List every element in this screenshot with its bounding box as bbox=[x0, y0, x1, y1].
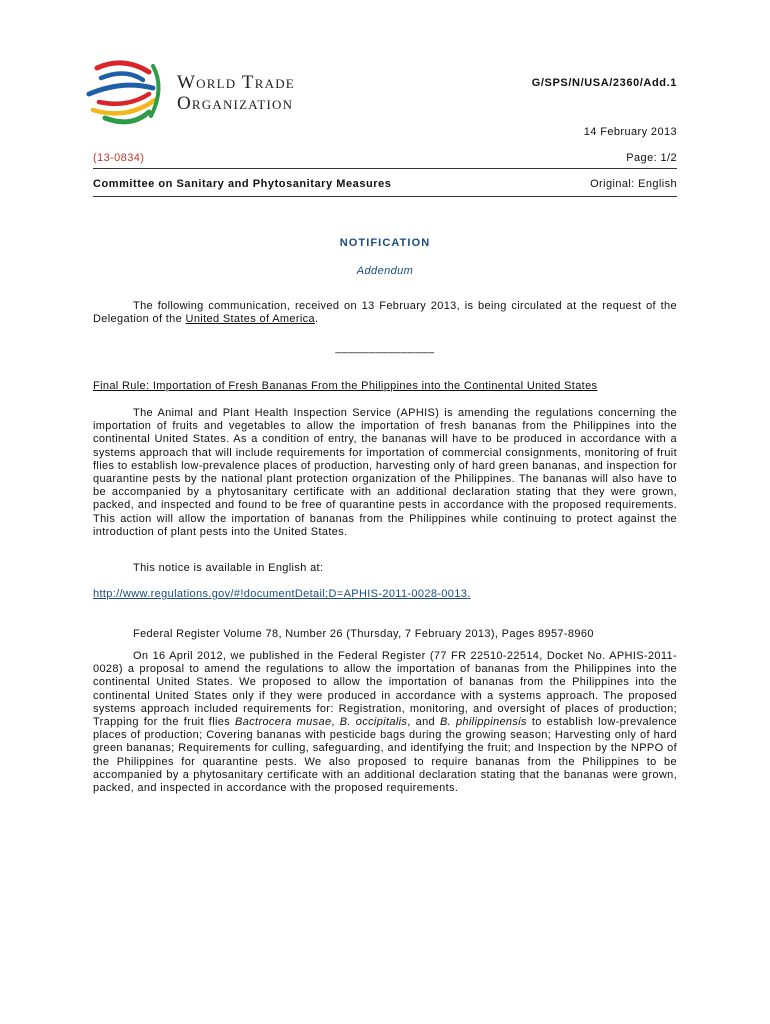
species-sep-1: , bbox=[331, 716, 340, 729]
body-2-part-2: to establish low-prevalence places of production; Covering bananas with pesticide bags during the growing season; Harvesting only of hard green bananas; Requirements for culling, safeguarding, and identifying the fruit; and Inspection by the NPPO of the Philippines for quarantine pests. We also proposed to require bananas from the Philippines to be accompanied by a phytosanitary certificate with an additional declaration stating that the bananas were grown, packed, and inspected in accordance with the proposed requirements. bbox=[93, 716, 677, 795]
federal-register-citation: Federal Register Volume 78, Number 26 (Thursday, 7 February 2013), Pages 8957-8960 bbox=[133, 628, 594, 640]
wto-logo-icon bbox=[83, 58, 173, 130]
separator-line: _______________ bbox=[335, 342, 435, 354]
notification-title: NOTIFICATION bbox=[339, 237, 431, 249]
regulations-link-line[interactable] bbox=[93, 588, 471, 600]
original-language: Original: English bbox=[590, 178, 677, 190]
header-divider-top bbox=[93, 168, 677, 169]
final-rule-title: Final Rule: Importation of Fresh Bananas From the Philippines into the Continental United States bbox=[93, 380, 598, 392]
organization-name bbox=[177, 72, 295, 114]
species-sep-2: , and bbox=[407, 716, 440, 729]
species-1: Bactrocera musae bbox=[235, 716, 332, 729]
reference-number: (13-0834) bbox=[93, 152, 145, 164]
document-date: 14 February 2013 bbox=[583, 126, 677, 138]
header-divider-bottom bbox=[93, 196, 677, 197]
intro-end: . bbox=[315, 313, 319, 326]
document-symbol: G/SPS/N/USA/2360/Add.1 bbox=[531, 77, 677, 89]
body-paragraph-2 bbox=[93, 650, 677, 795]
committee-name: Committee on Sanitary and Phytosanitary Measures bbox=[93, 178, 392, 190]
availability-text: This notice is available in English at: bbox=[133, 562, 324, 574]
intro-paragraph bbox=[93, 300, 677, 326]
intro-country: United States of America bbox=[185, 313, 315, 326]
intro-text: The following communication, received on 13 February 2013, is being circulated at the request of the Delegation of the bbox=[93, 300, 677, 326]
body-paragraph-1: The Animal and Plant Health Inspection Service (APHIS) is amending the regulations concerning the importation of fruits and vegetables to allow the importation of fresh bananas from the Philippines into the continental United States. As a condition of entry, the bananas will have to be produced in accordance with a systems approach that will include requirements for importation of commercial consignments, monitoring of fruit flies to establish low-prevalence places of production, harvesting only of hard green bananas, and inspection for quarantine pests by the national plant protection organization of the Philippines. The bananas will also have to be accompanied by a phytosanitary certificate with an additional declaration stating that they were grown, packed, and inspected and found to be free of quarantine pests in accordance with the proposed requirements. This action will allow the importation of bananas from the Philippines while continuing to protect against the introduction of plant pests into the United States. bbox=[93, 407, 677, 538]
species-2: B. occipitalis bbox=[339, 716, 408, 729]
body-2-part-1: On 16 April 2012, we published in the Federal Register (77 FR 22510-22514, Docket No. APHIS-2011-0028) a proposal to amend the regulations to allow the importation of bananas from the Philippines into the continental United States. We proposed to allow the importation of bananas from the Philippines into the continental United States only if they were produced in accordance with a systems approach. The proposed systems approach included requirements for: Registration, monitoring, and oversight of places of production; Trapping for the fruit flies bbox=[93, 650, 677, 729]
page-number: Page: 1/2 bbox=[626, 152, 677, 164]
link-trailing-dot: . bbox=[467, 588, 471, 600]
org-name-line-2: Organization bbox=[177, 93, 294, 114]
org-name-line-1: World Trade bbox=[177, 72, 295, 93]
species-3: B. philippinensis bbox=[439, 716, 527, 729]
notification-subtitle: Addendum bbox=[356, 265, 414, 277]
regulations-link[interactable]: http://www.regulations.gov/#!documentDetail;D=APHIS-2011-0028-0013 bbox=[93, 588, 468, 600]
